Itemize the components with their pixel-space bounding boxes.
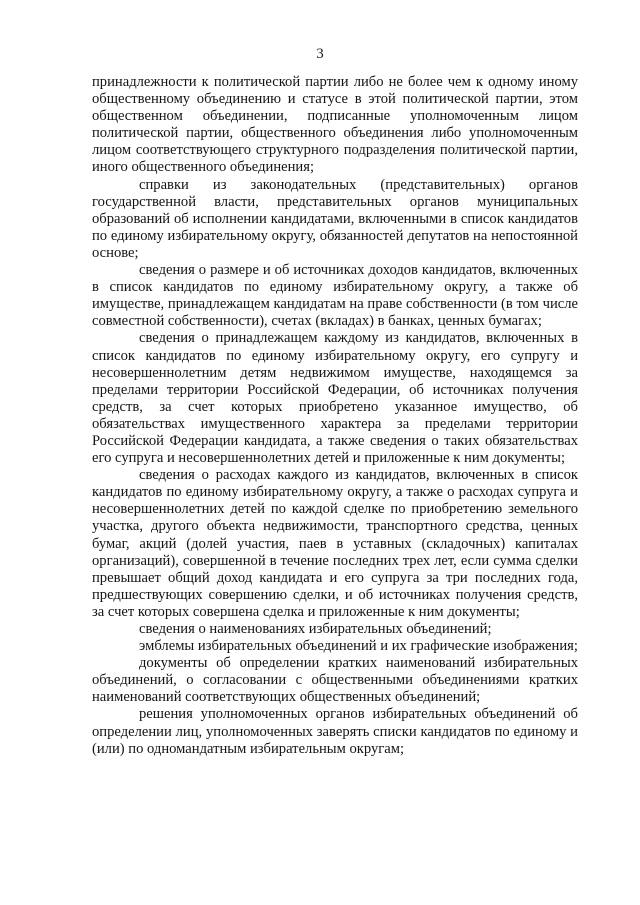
paragraph-legislative-certificates: справки из законодательных (представительных) органов государственной власти, представительных органов муниципальных образований об исполнении кандидатами, включенными в список кандидатов по единому избирательному округу, обязанностей депутатов на непостоянной основе; <box>92 176 578 261</box>
paragraph-income-sources: сведения о размере и об источниках доходов кандидатов, включенных в список кандидатов по единому избирательному округу, а также об имуществе, принадлежащем кандидатам на праве собственности (в том числе совместной собственности), счетах (вкладах) в банках, ценных бумагах; <box>92 262 578 330</box>
document-body <box>92 74 578 758</box>
page-number: 3 <box>316 46 324 62</box>
paragraph-party-membership: принадлежности к политической партии либо не более чем к одному иному общественному объединению и статусе в этой политической партии, этом общественном объединении, подписанные уполномоченным лицом политической партии, общественного объединения либо уполномоченным лицом соответствующего структурного подразделения политической партии, иного общественного объединения; <box>92 74 578 176</box>
paragraph-short-names: документы об определении кратких наименований избирательных объединений, о согласовании с общественными объединениями кратких наименований соответствующих общественных объединений; <box>92 655 578 706</box>
paragraph-foreign-property: сведения о принадлежащем каждому из кандидатов, включенных в список кандидатов по единому избирательному округу, его супругу и несовершеннолетним детям недвижимом имуществе, находящемся за пределами территории Российской Федерации, об источниках получения средств, за счет которых приобретено указанное имущество, об обязательствах имущественного характера за пределами территории Российской Федерации кандидата, а также сведения о таких обязательствах его супруга и несовершеннолетних детей и приложенные к ним документы; <box>92 330 578 467</box>
paragraph-association-names: сведения о наименованиях избирательных объединений; <box>139 621 492 637</box>
paragraph-expenses: сведения о расходах каждого из кандидатов, включенных в список кандидатов по единому избирательному округу, а также о расходах супруга и несовершеннолетних детей по каждой сделке по приобретению земельного участка, другого объекта недвижимости, транспортного средства, ценных бумаг, акций (долей участия, паев в уставных (складочных) капиталах организаций), совершенной в течение последних трех лет, если сумма сделки превышает общий доход кандидата и его супруга за три последних года, предшествующих совершению сделки, и об источниках получения средств, за счет которых совершена сделка и приложенные к ним документы; <box>92 467 578 620</box>
paragraph-authorized-persons: решения уполномоченных органов избирательных объединений об определении лиц, уполномоченных заверять списки кандидатов по единому и (или) по одномандатным избирательным округам; <box>92 706 578 757</box>
paragraph-emblems: эмблемы избирательных объединений и их графические изображения; <box>139 638 578 655</box>
